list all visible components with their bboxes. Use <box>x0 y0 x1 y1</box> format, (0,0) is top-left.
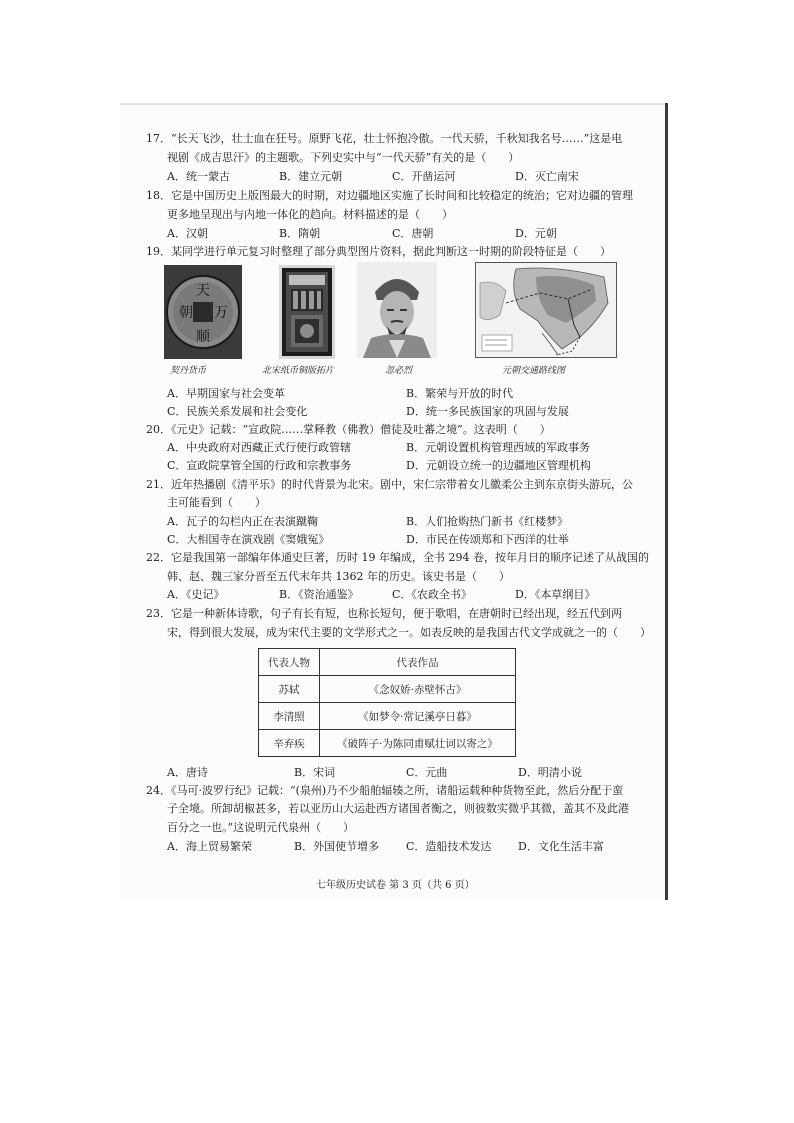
q17-stem-line2: 视剧《成吉思汗》的主题歌。下列史实中与“一代天骄”有关的是（ ） <box>167 151 520 164</box>
table-header-row <box>259 649 516 676</box>
q23-option-c: C．元曲 <box>406 766 448 779</box>
table-cell-person: 李清照 <box>259 703 320 730</box>
table-header-person: 代表人物 <box>259 649 320 676</box>
q17-option-c: C．开凿运河 <box>392 170 456 183</box>
q18-option-b: B．隋朝 <box>279 227 321 240</box>
table-row <box>259 676 516 703</box>
song-ci-table <box>258 648 516 757</box>
table-cell-work: 《如梦令·常记溪亭日暮》 <box>320 703 516 730</box>
q17-option-b: B．建立元朝 <box>279 170 343 183</box>
table-cell-work: 《念奴娇·赤壁怀古》 <box>320 676 516 703</box>
q22-option-a: A．《史记》 <box>167 588 225 601</box>
q19-option-b: B．繁荣与开放的时代 <box>406 387 514 400</box>
table-cell-work: 《破阵子·为陈同甫赋壮词以寄之》 <box>320 730 516 757</box>
q20-option-b: B．元朝设置机构管理西域的军政事务 <box>406 441 591 454</box>
table-cell-person: 辛弃疾 <box>259 730 320 757</box>
q21-option-a: A．瓦子的勾栏内正在表演蹴鞠 <box>167 515 318 528</box>
q24-option-c: C．造船技术发达 <box>406 840 492 853</box>
q19-option-d: D．统一多民族国家的巩固与发展 <box>406 405 569 418</box>
q24-stem-line3: 百分之一也。”这说明元代泉州（ ） <box>167 821 355 834</box>
coin-char-left: 朝 <box>179 305 193 321</box>
caption-song-paper-money: 北宋纸币铜版拓片 <box>262 366 335 376</box>
caption-yuan-map: 元朝交通路线图 <box>502 366 566 376</box>
table-row <box>259 703 516 730</box>
q24-stem-line1: 24．《马可·波罗行纪》记载：“(泉州)乃不少船舶辐辏之所，诸船运载种种货物至此，然后分配于蛮 <box>146 784 624 797</box>
q18-option-c: C．唐朝 <box>392 227 434 240</box>
q21-option-d: D．市民在传颂郑和下西洋的壮举 <box>406 533 569 546</box>
q24-stem-line2: 子全境。所卸胡椒甚多，若以亚历山大运赴西方诸国者衡之，则彼数实微乎其微，盖其不及此港 <box>167 802 629 815</box>
q20-stem-line1: 20．《元史》记载：“宣政院……掌释教（佛教）僧徒及吐蕃之境”。这表明（ ） <box>146 423 551 436</box>
q24-option-b: B．外国使节增多 <box>294 840 380 853</box>
coin-char-right: 万 <box>214 305 228 321</box>
q20-option-a: A．中央政府对西藏正式行使行政管辖 <box>167 441 351 454</box>
q19-option-c: C．民族关系发展和社会变化 <box>167 405 308 418</box>
table-row <box>259 730 516 757</box>
q21-option-b: B．人们抢购热门新书《红楼梦》 <box>406 515 569 528</box>
table-header-work: 代表作品 <box>320 649 516 676</box>
caption-kublai-khan: 忽必烈 <box>385 366 413 376</box>
page-footer: 七年级历史试卷 第 3 页（共 6 页） <box>316 880 475 891</box>
table-cell-person: 苏轼 <box>259 676 320 703</box>
q21-stem-line2: 主可能看到（ ） <box>167 496 266 509</box>
q18-stem-line1: 18．它是中国历史上版图最大的时期，对边疆地区实施了长时间和比较稳定的统治；它对边疆的管理 <box>146 189 633 202</box>
q21-stem-line1: 21．近年热播剧《清平乐》的时代背景为北宋。剧中，宋仁宗带着女儿徽柔公主到东京街头游玩，公 <box>146 478 633 491</box>
song-paper-money-rubbing-image <box>279 265 335 359</box>
q17-option-d: D．灭亡南宋 <box>515 170 579 183</box>
q23-option-b: B．宋词 <box>294 766 336 779</box>
q24-option-a: A．海上贸易繁荣 <box>167 840 252 853</box>
q23-option-a: A．唐诗 <box>167 766 208 779</box>
q22-stem-line1: 22．它是我国第一部编年体通史巨著，历时 19 年编成，全书 294 卷，按年月日的顺序记述了从战国的 <box>146 551 649 564</box>
q23-stem-line2: 宋，得到很大发展，成为宋代主要的文学形式之一。如表反映的是我国古代文学成就之一的（ ） <box>167 626 651 639</box>
q22-stem-line2: 韩、赵、魏三家分晋至五代末年共 1362 年的历史。该史书是（ ） <box>167 570 510 583</box>
kublai-khan-portrait-image <box>357 262 437 358</box>
q22-option-c: C．《农政全书》 <box>392 588 472 601</box>
q22-option-d: D．《本草纲目》 <box>515 588 596 601</box>
q22-option-b: B．《资治通鉴》 <box>279 588 359 601</box>
q19-option-a: A．早期国家与社会变革 <box>167 387 285 400</box>
q23-stem-line1: 23．它是一种新体诗歌，句子有长有短，也称长短句，便于歌唱，在唐朝时已经出现，经五代到两 <box>146 607 622 620</box>
q18-option-d: D．元朝 <box>515 227 557 240</box>
caption-khitan-coin: 契丹货币 <box>170 366 207 376</box>
q23-option-d: D．明清小说 <box>518 766 582 779</box>
q18-stem-line2: 更多地呈现出与内地一体化的趋向。材料描述的是（ ） <box>167 208 453 221</box>
q21-option-c: C．大相国寺在演戏剧《窦娥冤》 <box>167 533 330 546</box>
coin-char-bottom: 顺 <box>196 329 210 345</box>
q19-stem-line1: 19．某同学进行单元复习时整理了部分典型图片资料，据此判断这一时期的阶段特征是（ ） <box>146 245 611 258</box>
q18-option-a: A．汉朝 <box>167 227 208 240</box>
q20-option-c: C．宣政院掌管全国的行政和宗教事务 <box>167 459 352 472</box>
q17-stem-line1: 17．“长天飞沙，壮士血在狂号。原野飞花，壮士怀抱冷傲。一代天骄，千秋知我名号……”这是电 <box>146 132 623 145</box>
q20-option-d: D．元朝设立统一的边疆地区管理机构 <box>406 459 591 472</box>
yuan-transport-map-image <box>475 262 617 358</box>
coin-char-top: 天 <box>196 283 210 299</box>
khitan-coin-image <box>164 265 242 359</box>
q24-option-d: D．文化生活丰富 <box>518 840 604 853</box>
q17-option-a: A．统一蒙古 <box>167 170 230 183</box>
